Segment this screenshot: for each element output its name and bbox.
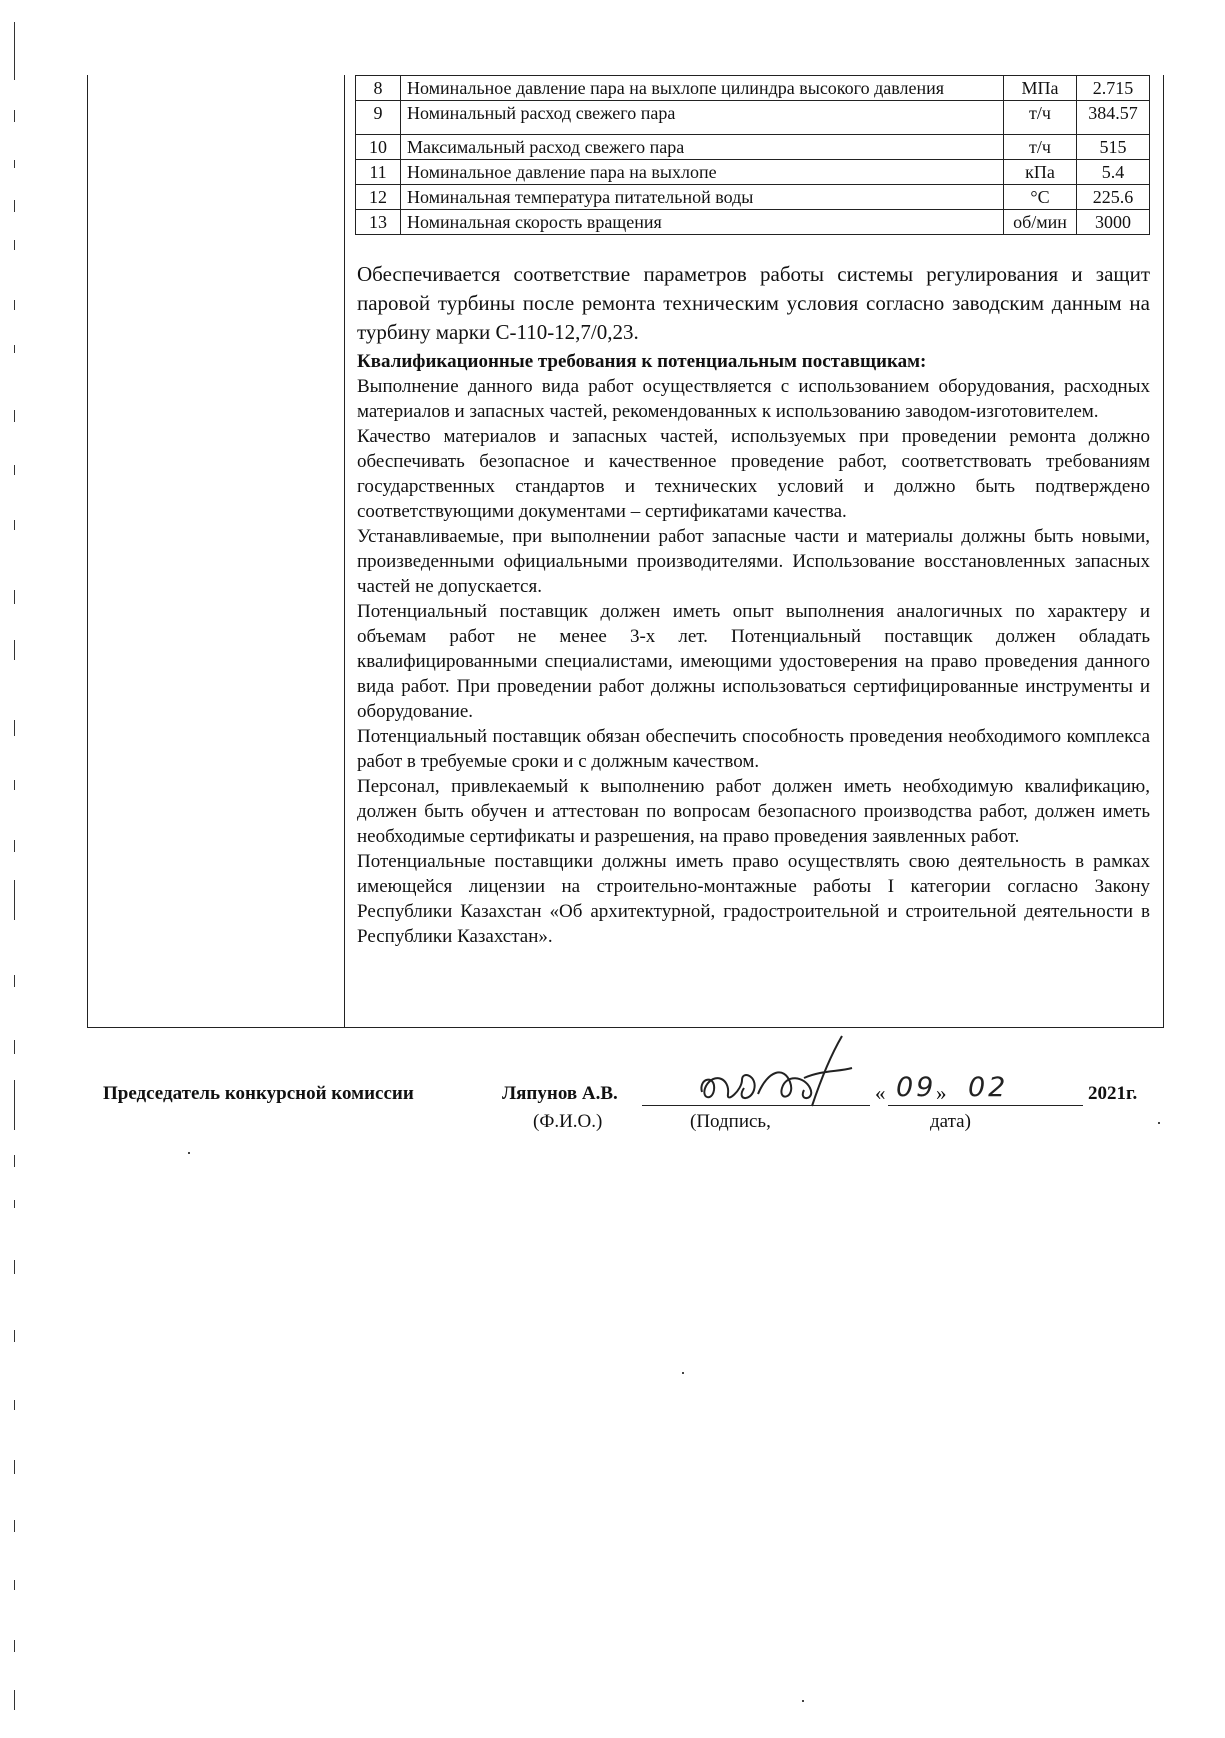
row-number: 10 bbox=[356, 135, 401, 160]
parameter-name: Номинальная скорость вращения bbox=[401, 210, 1004, 235]
unit: МПа bbox=[1004, 76, 1077, 101]
value: 515 bbox=[1077, 135, 1150, 160]
scan-speck bbox=[1158, 1122, 1160, 1124]
row-number: 9 bbox=[356, 101, 401, 135]
date-year: 2021г. bbox=[1088, 1083, 1138, 1104]
value: 3000 bbox=[1077, 210, 1150, 235]
value: 2.715 bbox=[1077, 76, 1150, 101]
signature-caption: (Подпись, bbox=[690, 1111, 771, 1132]
margin-marks bbox=[14, 0, 18, 1738]
paragraph: Устанавливаемые, при выполнении работ запасные части и материалы должны быть новыми, произведенными официальными производителями. Использование восстановленных запасных частей не допускается. bbox=[357, 526, 1150, 597]
table-row bbox=[356, 160, 1150, 185]
parameter-name: Номинальная температура питательной воды bbox=[401, 185, 1004, 210]
parameter-name: Максимальный расход свежего пара bbox=[401, 135, 1004, 160]
date-quote-open: « bbox=[875, 1081, 886, 1105]
parameter-name: Номинальный расход свежего пара bbox=[401, 101, 1004, 135]
scan-speck bbox=[682, 1372, 684, 1374]
unit: кПа bbox=[1004, 160, 1077, 185]
paragraph: Качество материалов и запасных частей, используемых при проведении ремонта должно обеспечивать безопасное и качественное проведение работ, соответствовать требованиям государственных стандартов и технических условий и должно быть подтверждено соответствующими документами – сертификатами качества. bbox=[357, 426, 1150, 522]
unit: °С bbox=[1004, 185, 1077, 210]
handwritten-signature bbox=[692, 1030, 882, 1110]
paragraph: Выполнение данного вида работ осуществляется с использованием оборудования, расходных материалов и запасных частей, рекомендованных к использованию заводом-изготовителем. bbox=[357, 376, 1150, 422]
paragraph: Персонал, привлекаемый к выполнению работ должен иметь необходимую квалификацию, должен быть обучен и аттестован по вопросам безопасного производства работ, должен иметь необходимые сертификаты и разрешения, на право проведения заявленных работ. bbox=[357, 776, 1150, 847]
date-caption: дата) bbox=[930, 1111, 971, 1132]
requirements-text bbox=[357, 260, 1150, 949]
lead-paragraph: Обеспечивается соответствие параметров работы системы регулирования и защит паровой турбины после ремонта техническим условия согласно заводским данным на турбину марки С-110-12,7/0,23. bbox=[357, 262, 1150, 344]
column-divider bbox=[344, 75, 345, 1027]
date-day: 09 bbox=[896, 1072, 937, 1103]
value: 5.4 bbox=[1077, 160, 1150, 185]
table-row bbox=[356, 76, 1150, 101]
row-number: 13 bbox=[356, 210, 401, 235]
parameter-name: Номинальное давление пара на выхлопе цилиндра высокого давления bbox=[401, 76, 1004, 101]
row-number: 8 bbox=[356, 76, 401, 101]
table-row bbox=[356, 210, 1150, 235]
row-number: 11 bbox=[356, 160, 401, 185]
qualification-heading: Квалификационные требования к потенциальным поставщикам: bbox=[357, 351, 927, 372]
row-number: 12 bbox=[356, 185, 401, 210]
paragraph: Потенциальные поставщики должны иметь право осуществлять свою деятельность в рамках имеющейся лицензии на строительно-монтажные работы I категории согласно Закону Республики Казахстан «Об архитектурной, градостроительной и строительной деятельности в Республики Казахстан». bbox=[357, 851, 1150, 947]
unit: т/ч bbox=[1004, 101, 1077, 135]
unit: об/мин bbox=[1004, 210, 1077, 235]
paragraph: Потенциальный поставщик должен иметь опыт выполнения аналогичных по характеру и объемам работ не менее 3-х лет. Потенциальный поставщик должен обладать квалифицированными специалистами, имеющими удостоверения на право проведения данного вида работ. При проведении работ должны использоваться сертифицированные инструменты и оборудование. bbox=[357, 601, 1150, 722]
parameter-name: Номинальное давление пара на выхлопе bbox=[401, 160, 1004, 185]
signatory-role: Председатель конкурсной комиссии bbox=[103, 1083, 414, 1104]
signatory-name: Ляпунов А.В. bbox=[502, 1083, 618, 1104]
scan-speck bbox=[188, 1152, 190, 1154]
table-row bbox=[356, 185, 1150, 210]
value: 225.6 bbox=[1077, 185, 1150, 210]
fio-caption: (Ф.И.О.) bbox=[533, 1111, 603, 1132]
table-row bbox=[356, 101, 1150, 135]
spec-table bbox=[355, 75, 1150, 235]
paragraph: Потенциальный поставщик обязан обеспечить способность проведения необходимого комплекса работ в требуемые сроки и с должным качеством. bbox=[357, 726, 1150, 772]
value: 384.57 bbox=[1077, 101, 1150, 135]
scan-speck bbox=[802, 1700, 804, 1702]
date-quote-close: » bbox=[936, 1081, 947, 1105]
unit: т/ч bbox=[1004, 135, 1077, 160]
date-line bbox=[888, 1105, 1083, 1106]
date-month: 02 bbox=[968, 1072, 1009, 1103]
table-row bbox=[356, 135, 1150, 160]
